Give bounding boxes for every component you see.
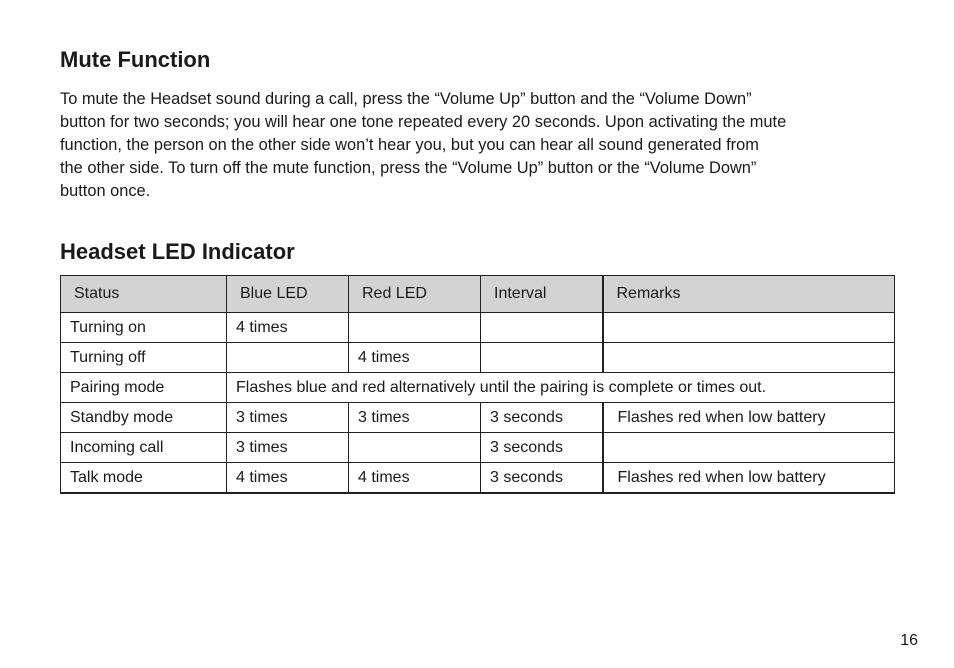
cell-red-led: [349, 433, 481, 463]
table-header-row: [61, 276, 895, 313]
cell-red-led: 4 times: [349, 343, 481, 373]
paragraph-line: function, the person on the other side won’t hear you, but you can hear all sound generated from: [60, 136, 759, 154]
paragraph-line: button once.: [60, 182, 151, 200]
cell-status: Incoming call: [61, 433, 227, 463]
table-row: [61, 313, 895, 343]
cell-blue-led: 4 times: [227, 313, 349, 343]
cell-status: Standby mode: [61, 403, 227, 433]
cell-interval: [481, 313, 603, 343]
cell-red-led: [349, 313, 481, 343]
cell-red-led: 4 times: [349, 463, 481, 494]
header-remarks: Remarks: [603, 276, 895, 313]
cell-pairing-description: Flashes blue and red alternatively until the pairing is complete or times out.: [227, 373, 895, 403]
cell-status: Pairing mode: [61, 373, 227, 403]
table-row: [61, 373, 895, 403]
cell-remarks: [603, 433, 895, 463]
header-interval: Interval: [481, 276, 603, 313]
header-blue-led: Blue LED: [227, 276, 349, 313]
cell-interval: [481, 343, 603, 373]
table-row: [61, 463, 895, 494]
page-number: 16: [900, 632, 918, 649]
mute-function-paragraph: [60, 88, 900, 203]
cell-remarks: [603, 313, 895, 343]
table-row: [61, 343, 895, 373]
paragraph-line: the other side. To turn off the mute function, press the “Volume Up” button or the “Volume Down”: [60, 159, 757, 177]
paragraph-line: button for two seconds; you will hear one tone repeated every 20 seconds. Upon activating the mute: [60, 113, 787, 131]
cell-blue-led: [227, 343, 349, 373]
cell-interval: 3 seconds: [481, 463, 603, 494]
cell-blue-led: 4 times: [227, 463, 349, 494]
led-indicator-table: [60, 275, 895, 494]
cell-red-led: 3 times: [349, 403, 481, 433]
cell-status: Turning on: [61, 313, 227, 343]
cell-interval: 3 seconds: [481, 403, 603, 433]
paragraph-line: To mute the Headset sound during a call, press the “Volume Up” button and the “Volume Down”: [60, 90, 752, 108]
cell-blue-led: 3 times: [227, 403, 349, 433]
cell-remarks: [603, 343, 895, 373]
cell-status: Talk mode: [61, 463, 227, 494]
led-indicator-heading: Headset LED Indicator: [60, 239, 295, 264]
table-row: [61, 403, 895, 433]
cell-remarks: Flashes red when low battery: [603, 463, 895, 494]
header-red-led: Red LED: [349, 276, 481, 313]
header-status: Status: [61, 276, 227, 313]
mute-function-heading: Mute Function: [60, 47, 211, 72]
cell-remarks: Flashes red when low battery: [603, 403, 895, 433]
table-row: [61, 433, 895, 463]
cell-interval: 3 seconds: [481, 433, 603, 463]
cell-status: Turning off: [61, 343, 227, 373]
cell-blue-led: 3 times: [227, 433, 349, 463]
